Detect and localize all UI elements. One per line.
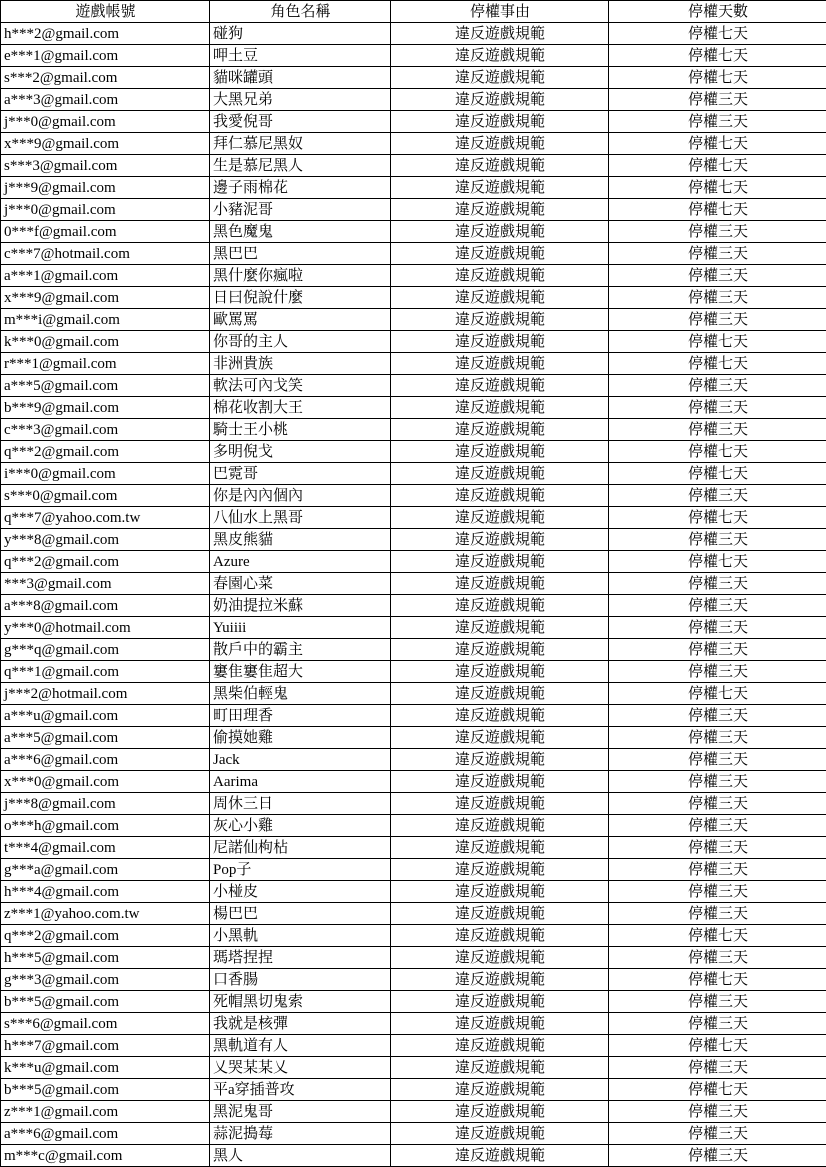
cell-account: y***8@gmail.com (1, 529, 210, 551)
cell-days: 停權三天 (609, 221, 826, 243)
cell-days: 停權七天 (609, 507, 826, 529)
cell-reason: 違反遊戲規範 (391, 903, 609, 925)
cell-days: 停權三天 (609, 265, 826, 287)
table-row (1, 661, 826, 683)
cell-character: 黑巴巴 (210, 243, 391, 265)
cell-days: 停權三天 (609, 705, 826, 727)
cell-character: 日曰倪說什麼 (210, 287, 391, 309)
cell-character: 平a穿插普攻 (210, 1079, 391, 1101)
cell-reason: 違反遊戲規範 (391, 595, 609, 617)
cell-days: 停權七天 (609, 551, 826, 573)
cell-account: h***4@gmail.com (1, 881, 210, 903)
cell-account: q***7@yahoo.com.tw (1, 507, 210, 529)
cell-days: 停權七天 (609, 441, 826, 463)
cell-reason: 違反遊戲規範 (391, 705, 609, 727)
cell-character: 歐罵罵 (210, 309, 391, 331)
cell-character: Jack (210, 749, 391, 771)
cell-account: s***3@gmail.com (1, 155, 210, 177)
table-row (1, 397, 826, 419)
cell-account: j***0@gmail.com (1, 111, 210, 133)
cell-account: a***5@gmail.com (1, 375, 210, 397)
table-row (1, 507, 826, 529)
cell-character: 散戶中的霸主 (210, 639, 391, 661)
cell-days: 停權七天 (609, 353, 826, 375)
cell-reason: 違反遊戲規範 (391, 463, 609, 485)
table-row (1, 859, 826, 881)
cell-days: 停權七天 (609, 199, 826, 221)
cell-character: 騎士王小桃 (210, 419, 391, 441)
table-row (1, 199, 826, 221)
cell-account: o***h@gmail.com (1, 815, 210, 837)
cell-reason: 違反遊戲規範 (391, 309, 609, 331)
cell-reason: 違反遊戲規範 (391, 639, 609, 661)
table-row (1, 617, 826, 639)
cell-days: 停權三天 (609, 419, 826, 441)
cell-account: s***2@gmail.com (1, 67, 210, 89)
cell-account: b***5@gmail.com (1, 1079, 210, 1101)
cell-character: 黑什麼你瘋啦 (210, 265, 391, 287)
table-row (1, 771, 826, 793)
cell-account: q***1@gmail.com (1, 661, 210, 683)
cell-reason: 違反遊戲規範 (391, 551, 609, 573)
cell-days: 停權七天 (609, 683, 826, 705)
table-row (1, 23, 826, 45)
cell-reason: 違反遊戲規範 (391, 771, 609, 793)
cell-days: 停權七天 (609, 969, 826, 991)
cell-character: 周休三日 (210, 793, 391, 815)
cell-reason: 違反遊戲規範 (391, 353, 609, 375)
table-row (1, 133, 826, 155)
cell-account: e***1@gmail.com (1, 45, 210, 67)
cell-days: 停權三天 (609, 859, 826, 881)
table-row (1, 331, 826, 353)
cell-character: 小椪皮 (210, 881, 391, 903)
table-row (1, 639, 826, 661)
cell-account: j***2@hotmail.com (1, 683, 210, 705)
cell-character: 灰心小雞 (210, 815, 391, 837)
cell-reason: 違反遊戲規範 (391, 1013, 609, 1035)
table-row (1, 1057, 826, 1079)
table-row (1, 1079, 826, 1101)
cell-days: 停權三天 (609, 617, 826, 639)
table-row (1, 463, 826, 485)
cell-days: 停權三天 (609, 771, 826, 793)
cell-days: 停權三天 (609, 661, 826, 683)
cell-account: a***8@gmail.com (1, 595, 210, 617)
column-header-account: 遊戲帳號 (1, 1, 210, 23)
cell-days: 停權三天 (609, 1145, 826, 1167)
cell-days: 停權三天 (609, 1057, 826, 1079)
cell-character: 乂哭某某乂 (210, 1057, 391, 1079)
cell-reason: 違反遊戲規範 (391, 507, 609, 529)
cell-days: 停權七天 (609, 45, 826, 67)
cell-days: 停權三天 (609, 485, 826, 507)
cell-account: g***a@gmail.com (1, 859, 210, 881)
cell-reason: 違反遊戲規範 (391, 331, 609, 353)
cell-days: 停權三天 (609, 89, 826, 111)
cell-account: i***0@gmail.com (1, 463, 210, 485)
cell-reason: 違反遊戲規範 (391, 485, 609, 507)
cell-reason: 違反遊戲規範 (391, 683, 609, 705)
cell-character: 黑柴伯輕鬼 (210, 683, 391, 705)
table-row (1, 287, 826, 309)
cell-reason: 違反遊戲規範 (391, 529, 609, 551)
table-row (1, 1035, 826, 1057)
cell-account: b***5@gmail.com (1, 991, 210, 1013)
cell-character: Azure (210, 551, 391, 573)
cell-reason: 違反遊戲規範 (391, 67, 609, 89)
cell-reason: 違反遊戲規範 (391, 925, 609, 947)
cell-account: c***3@gmail.com (1, 419, 210, 441)
cell-account: x***9@gmail.com (1, 287, 210, 309)
cell-account: t***4@gmail.com (1, 837, 210, 859)
cell-account: s***0@gmail.com (1, 485, 210, 507)
cell-reason: 違反遊戲規範 (391, 287, 609, 309)
cell-character: 棉花收割大王 (210, 397, 391, 419)
table-row (1, 815, 826, 837)
cell-reason: 違反遊戲規範 (391, 243, 609, 265)
cell-account: m***c@gmail.com (1, 1145, 210, 1167)
cell-reason: 違反遊戲規範 (391, 265, 609, 287)
cell-days: 停權三天 (609, 815, 826, 837)
cell-character: 黑軌道有人 (210, 1035, 391, 1057)
table-row (1, 683, 826, 705)
cell-account: h***7@gmail.com (1, 1035, 210, 1057)
cell-reason: 違反遊戲規範 (391, 1145, 609, 1167)
cell-reason: 違反遊戲規範 (391, 155, 609, 177)
cell-account: a***6@gmail.com (1, 1123, 210, 1145)
table-row (1, 441, 826, 463)
cell-reason: 違反遊戲規範 (391, 375, 609, 397)
cell-character: 巴霓哥 (210, 463, 391, 485)
cell-character: 你哥的主人 (210, 331, 391, 353)
cell-days: 停權七天 (609, 23, 826, 45)
cell-character: 町田理香 (210, 705, 391, 727)
cell-account: s***6@gmail.com (1, 1013, 210, 1035)
cell-reason: 違反遊戲規範 (391, 749, 609, 771)
cell-character: 呷土豆 (210, 45, 391, 67)
cell-reason: 違反遊戲規範 (391, 1123, 609, 1145)
cell-account: z***1@yahoo.com.tw (1, 903, 210, 925)
cell-character: Pop子 (210, 859, 391, 881)
cell-account: h***5@gmail.com (1, 947, 210, 969)
cell-account: b***9@gmail.com (1, 397, 210, 419)
cell-days: 停權三天 (609, 595, 826, 617)
cell-character: 尼諾仙枸枮 (210, 837, 391, 859)
cell-account: g***3@gmail.com (1, 969, 210, 991)
cell-character: 貓咪罐頭 (210, 67, 391, 89)
cell-days: 停權七天 (609, 155, 826, 177)
cell-days: 停權三天 (609, 727, 826, 749)
table-row (1, 89, 826, 111)
table-row (1, 1145, 826, 1167)
table-row (1, 991, 826, 1013)
table-row (1, 881, 826, 903)
column-header-character: 角色名稱 (210, 1, 391, 23)
table-row (1, 265, 826, 287)
cell-days: 停權三天 (609, 1101, 826, 1123)
cell-account: z***1@gmail.com (1, 1101, 210, 1123)
cell-days: 停權三天 (609, 749, 826, 771)
table-row (1, 925, 826, 947)
cell-character: 大黑兄弟 (210, 89, 391, 111)
column-header-days: 停權天數 (609, 1, 826, 23)
table-row (1, 529, 826, 551)
cell-account: g***q@gmail.com (1, 639, 210, 661)
cell-reason: 違反遊戲規範 (391, 23, 609, 45)
table-row (1, 67, 826, 89)
table-row (1, 573, 826, 595)
cell-reason: 違反遊戲規範 (391, 397, 609, 419)
cell-account: c***7@hotmail.com (1, 243, 210, 265)
cell-days: 停權三天 (609, 1013, 826, 1035)
table-row (1, 749, 826, 771)
table-row (1, 177, 826, 199)
cell-reason: 違反遊戲規範 (391, 419, 609, 441)
cell-days: 停權三天 (609, 243, 826, 265)
table-row (1, 485, 826, 507)
cell-character: 楊巴巴 (210, 903, 391, 925)
table-row (1, 111, 826, 133)
cell-account: m***i@gmail.com (1, 309, 210, 331)
cell-account: q***2@gmail.com (1, 551, 210, 573)
cell-character: 瑪塔捏捏 (210, 947, 391, 969)
cell-character: 軟法可內戈笑 (210, 375, 391, 397)
table-row (1, 793, 826, 815)
cell-reason: 違反遊戲規範 (391, 1079, 609, 1101)
table-body (1, 1, 826, 1167)
table-row (1, 419, 826, 441)
cell-reason: 違反遊戲規範 (391, 881, 609, 903)
table-row (1, 1013, 826, 1035)
cell-days: 停權三天 (609, 309, 826, 331)
cell-days: 停權三天 (609, 947, 826, 969)
cell-character: 邊子雨棉花 (210, 177, 391, 199)
table-row (1, 551, 826, 573)
cell-reason: 違反遊戲規範 (391, 969, 609, 991)
cell-account: k***u@gmail.com (1, 1057, 210, 1079)
cell-reason: 違反遊戲規範 (391, 89, 609, 111)
cell-days: 停權三天 (609, 529, 826, 551)
cell-character: 你是內內個內 (210, 485, 391, 507)
cell-days: 停權三天 (609, 573, 826, 595)
cell-character: 偷摸她雞 (210, 727, 391, 749)
cell-character: 黑泥鬼哥 (210, 1101, 391, 1123)
cell-days: 停權三天 (609, 1123, 826, 1145)
cell-character: 春園心菜 (210, 573, 391, 595)
cell-account: r***1@gmail.com (1, 353, 210, 375)
cell-reason: 違反遊戲規範 (391, 617, 609, 639)
cell-reason: 違反遊戲規範 (391, 661, 609, 683)
cell-character: Yuiiii (210, 617, 391, 639)
cell-reason: 違反遊戲規範 (391, 1035, 609, 1057)
cell-character: 蒜泥搗莓 (210, 1123, 391, 1145)
cell-account: j***9@gmail.com (1, 177, 210, 199)
table-row (1, 243, 826, 265)
cell-character: 我就是核彈 (210, 1013, 391, 1035)
cell-character: 黑色魔鬼 (210, 221, 391, 243)
cell-reason: 違反遊戲規範 (391, 793, 609, 815)
table-row (1, 969, 826, 991)
cell-character: 小豬泥哥 (210, 199, 391, 221)
cell-days: 停權七天 (609, 925, 826, 947)
table-row (1, 1123, 826, 1145)
cell-account: q***2@gmail.com (1, 441, 210, 463)
cell-days: 停權三天 (609, 639, 826, 661)
cell-account: a***5@gmail.com (1, 727, 210, 749)
cell-reason: 違反遊戲規範 (391, 947, 609, 969)
column-header-reason: 停權事由 (391, 1, 609, 23)
table-row (1, 353, 826, 375)
cell-reason: 違反遊戲規範 (391, 177, 609, 199)
cell-reason: 違反遊戲規範 (391, 815, 609, 837)
table-row (1, 837, 826, 859)
cell-days: 停權三天 (609, 793, 826, 815)
cell-days: 停權七天 (609, 67, 826, 89)
cell-reason: 違反遊戲規範 (391, 837, 609, 859)
cell-account: 0***f@gmail.com (1, 221, 210, 243)
table-row (1, 1101, 826, 1123)
table-row (1, 45, 826, 67)
cell-days: 停權三天 (609, 375, 826, 397)
cell-account: x***0@gmail.com (1, 771, 210, 793)
cell-account: a***6@gmail.com (1, 749, 210, 771)
table-row (1, 221, 826, 243)
cell-character: 多明倪戈 (210, 441, 391, 463)
cell-character: 八仙水上黑哥 (210, 507, 391, 529)
cell-character: Aarima (210, 771, 391, 793)
cell-character: 碰狗 (210, 23, 391, 45)
cell-character: 黑人 (210, 1145, 391, 1167)
table-row (1, 309, 826, 331)
cell-account: k***0@gmail.com (1, 331, 210, 353)
cell-character: 奶油提拉米蘇 (210, 595, 391, 617)
cell-character: 我愛倪哥 (210, 111, 391, 133)
cell-days: 停權七天 (609, 463, 826, 485)
cell-days: 停權三天 (609, 991, 826, 1013)
cell-account: a***1@gmail.com (1, 265, 210, 287)
cell-character: 拜仁慕尼黑奴 (210, 133, 391, 155)
cell-reason: 違反遊戲規範 (391, 1101, 609, 1123)
cell-account: a***3@gmail.com (1, 89, 210, 111)
cell-character: 死帽黑切鬼索 (210, 991, 391, 1013)
cell-character: 生是慕尼黑人 (210, 155, 391, 177)
table-header-row (1, 1, 826, 23)
table-row (1, 727, 826, 749)
table-row (1, 903, 826, 925)
cell-reason: 違反遊戲規範 (391, 1057, 609, 1079)
cell-reason: 違反遊戲規範 (391, 573, 609, 595)
table-row (1, 705, 826, 727)
cell-reason: 違反遊戲規範 (391, 221, 609, 243)
cell-account: j***8@gmail.com (1, 793, 210, 815)
cell-days: 停權七天 (609, 133, 826, 155)
cell-account: q***2@gmail.com (1, 925, 210, 947)
cell-reason: 違反遊戲規範 (391, 991, 609, 1013)
cell-reason: 違反遊戲規範 (391, 45, 609, 67)
cell-character: 非洲貴族 (210, 353, 391, 375)
cell-character: 窶隹窶隹超大 (210, 661, 391, 683)
cell-account: a***u@gmail.com (1, 705, 210, 727)
cell-days: 停權七天 (609, 331, 826, 353)
cell-reason: 違反遊戲規範 (391, 199, 609, 221)
cell-days: 停權七天 (609, 177, 826, 199)
cell-reason: 違反遊戲規範 (391, 111, 609, 133)
cell-days: 停權三天 (609, 287, 826, 309)
cell-days: 停權七天 (609, 1035, 826, 1057)
cell-character: 口香腸 (210, 969, 391, 991)
cell-days: 停權三天 (609, 881, 826, 903)
table-row (1, 947, 826, 969)
cell-reason: 違反遊戲規範 (391, 441, 609, 463)
table-row (1, 155, 826, 177)
cell-days: 停權三天 (609, 837, 826, 859)
table-row (1, 595, 826, 617)
cell-account: y***0@hotmail.com (1, 617, 210, 639)
cell-account: j***0@gmail.com (1, 199, 210, 221)
cell-days: 停權七天 (609, 1079, 826, 1101)
cell-account: h***2@gmail.com (1, 23, 210, 45)
cell-reason: 違反遊戲規範 (391, 727, 609, 749)
cell-days: 停權三天 (609, 111, 826, 133)
cell-character: 小黑軌 (210, 925, 391, 947)
cell-days: 停權三天 (609, 903, 826, 925)
cell-reason: 違反遊戲規範 (391, 133, 609, 155)
cell-account: x***9@gmail.com (1, 133, 210, 155)
cell-reason: 違反遊戲規範 (391, 859, 609, 881)
table-row (1, 375, 826, 397)
cell-character: 黑皮熊貓 (210, 529, 391, 551)
cell-days: 停權三天 (609, 397, 826, 419)
cell-account: ***3@gmail.com (1, 573, 210, 595)
